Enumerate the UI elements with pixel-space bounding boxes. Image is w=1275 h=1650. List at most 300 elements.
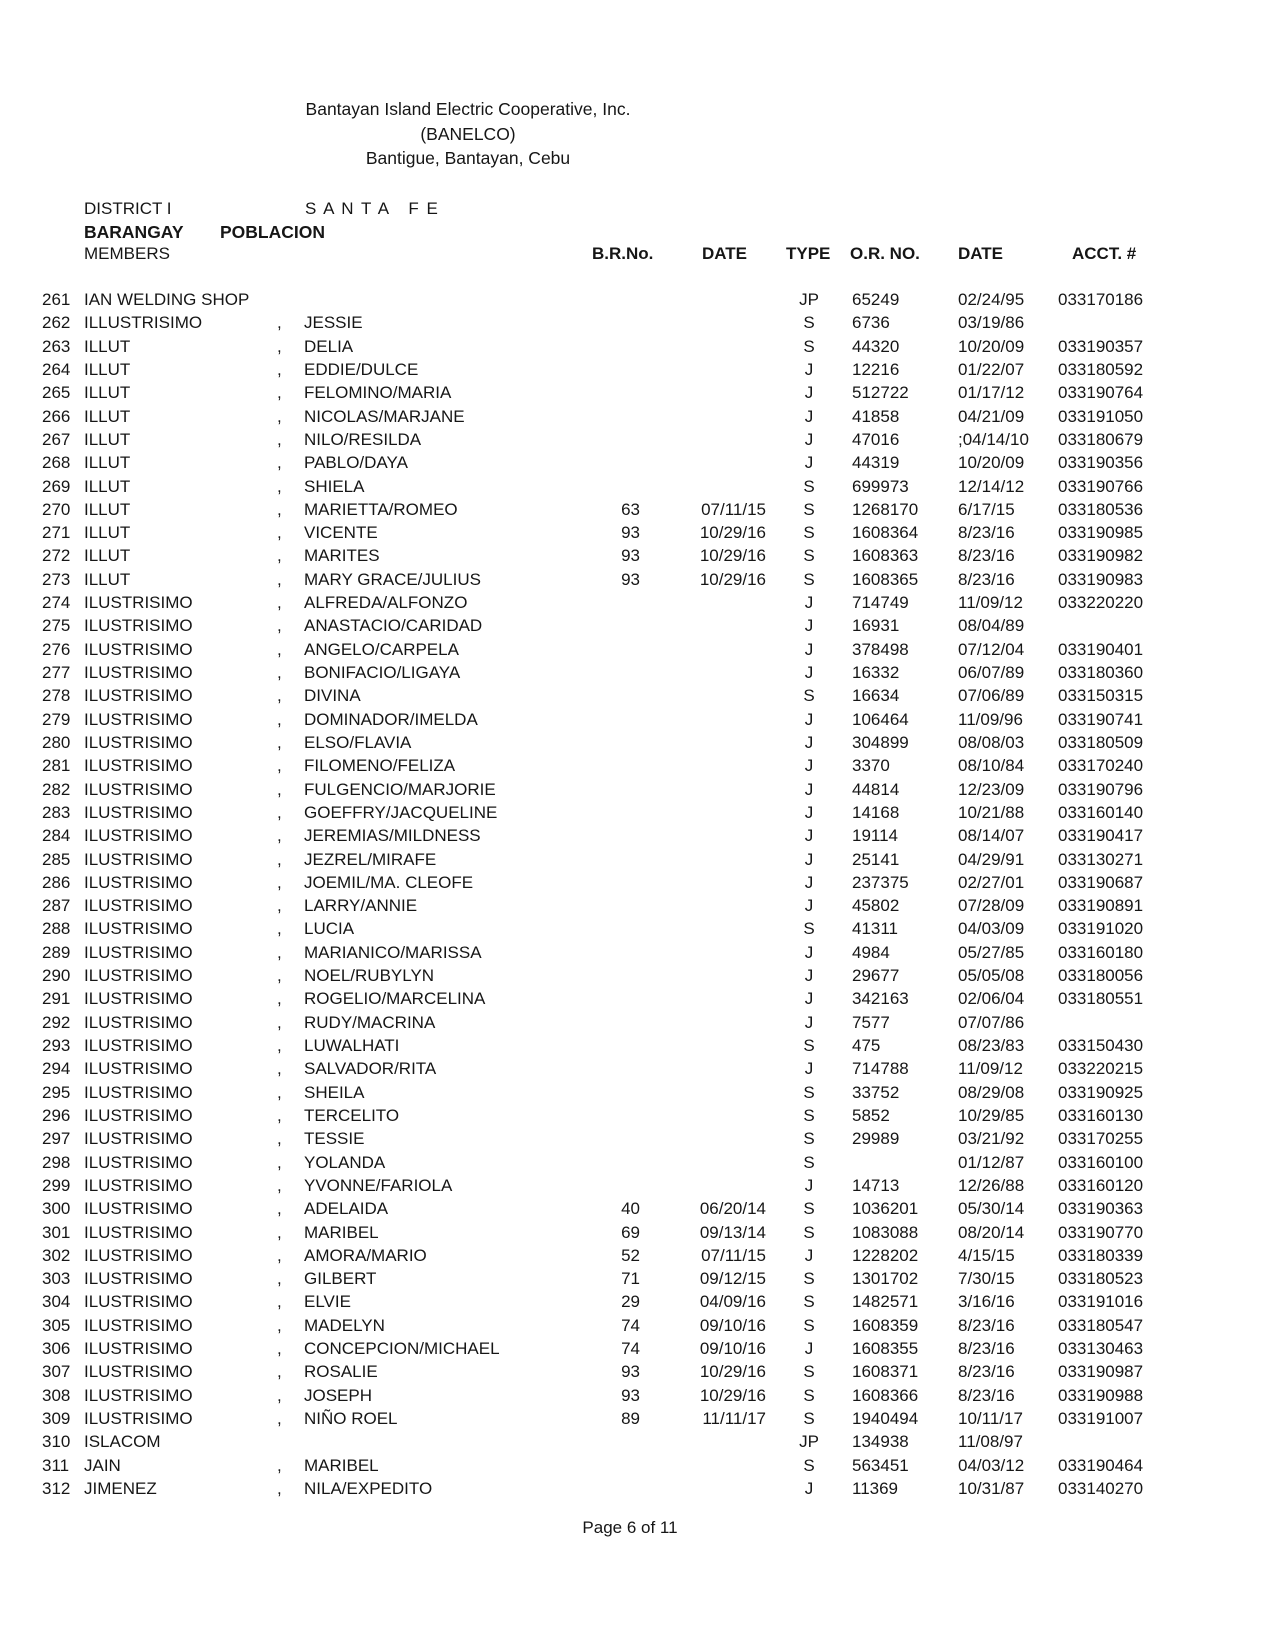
- br-number: [612, 917, 640, 940]
- member-firstname: MARIETTA/ROMEO: [304, 499, 458, 519]
- member-surname: ILLUT: [84, 359, 131, 379]
- name-separator: ,: [277, 1175, 282, 1195]
- name-separator: ,: [277, 476, 282, 496]
- account-number: 033160120: [1058, 1175, 1144, 1195]
- barangay-line: [0, 222, 1275, 240]
- table-row: [0, 591, 1275, 614]
- table-header: [0, 244, 1275, 263]
- or-number: 1608364: [852, 523, 919, 543]
- name-separator: ,: [277, 966, 282, 986]
- br-number: [612, 591, 640, 614]
- name-separator: ,: [277, 802, 282, 822]
- membership-type: J: [804, 359, 814, 379]
- member-number: 288: [42, 919, 71, 939]
- member-number: 276: [42, 639, 71, 659]
- membership-type: J: [804, 966, 814, 986]
- table-row: [0, 475, 1275, 498]
- or-number: 714788: [852, 1059, 909, 1079]
- name-separator: ,: [277, 1199, 282, 1219]
- br-number: [612, 1174, 640, 1197]
- membership-type: J: [804, 663, 814, 682]
- page-number: Page 6 of 11: [582, 1518, 678, 1537]
- membership-type: J: [804, 593, 814, 613]
- member-number: 301: [42, 1222, 71, 1242]
- name-separator: ,: [277, 1455, 282, 1475]
- or-date: 10/20/09: [958, 453, 1025, 473]
- br-date: [640, 731, 768, 754]
- br-date: 09/13/14: [699, 1222, 766, 1242]
- br-number: [612, 684, 640, 707]
- account-number: 033150430: [1058, 1036, 1144, 1055]
- or-number: 33752: [852, 1082, 900, 1102]
- membership-type: J: [804, 453, 814, 473]
- district-label: DISTRICT I: [84, 199, 172, 218]
- table-row: [0, 661, 1275, 684]
- br-number: [612, 1104, 640, 1127]
- or-number: 41311: [852, 919, 899, 939]
- member-firstname: SHEILA: [304, 1082, 365, 1102]
- account-number: [1056, 614, 1275, 637]
- table-row: [0, 638, 1275, 661]
- membership-type: S: [803, 546, 815, 566]
- membership-type: S: [803, 523, 815, 543]
- membership-type: S: [803, 686, 815, 706]
- member-firstname: VICENTE: [304, 523, 378, 543]
- member-firstname: MARIANICO/MARISSA: [304, 942, 482, 962]
- member-firstname: DOMINADOR/IMELDA: [304, 709, 478, 729]
- member-surname: ILUSTRISIMO: [84, 593, 193, 613]
- or-number: 134938: [852, 1432, 909, 1452]
- br-number: 40: [621, 1199, 640, 1219]
- table-row: [0, 1104, 1275, 1127]
- member-firstname: ADELAIDA: [304, 1199, 389, 1219]
- member-surname: ILUSTRISIMO: [84, 1315, 193, 1335]
- member-firstname: FULGENCIO/MARJORIE: [304, 779, 496, 799]
- account-number: 033180679: [1058, 429, 1144, 449]
- member-firstname: ROSALIE: [304, 1362, 378, 1382]
- or-date: 3/16/16: [958, 1292, 1015, 1312]
- table-row: [0, 1454, 1275, 1477]
- br-number: [612, 288, 640, 311]
- or-date: 04/03/12: [958, 1455, 1025, 1475]
- account-number: 033190770: [1058, 1222, 1144, 1242]
- account-number: 033190417: [1058, 826, 1144, 846]
- account-number: 033180592: [1058, 359, 1144, 379]
- org-abbreviation: (BANELCO): [420, 123, 516, 144]
- member-number: 271: [42, 523, 71, 543]
- member-number: 308: [42, 1385, 71, 1405]
- or-date: 11/09/12: [958, 1059, 1023, 1079]
- account-number: [1056, 311, 1275, 334]
- br-number: 93: [621, 523, 640, 543]
- member-number: 282: [42, 779, 71, 799]
- member-firstname: YOLANDA: [304, 1152, 386, 1172]
- or-number: 1482571: [852, 1292, 919, 1312]
- membership-type: S: [803, 499, 815, 519]
- membership-type: J: [804, 849, 814, 869]
- membership-type: S: [803, 1292, 815, 1312]
- account-number: 033190764: [1058, 383, 1144, 403]
- or-date: 8/23/16: [958, 1385, 1015, 1405]
- br-date: [640, 405, 768, 428]
- member-surname: ILUSTRISIMO: [84, 779, 193, 799]
- table-row: [0, 754, 1275, 777]
- membership-type: J: [804, 1059, 814, 1079]
- member-surname: ILUSTRISIMO: [84, 1105, 193, 1125]
- or-date: 01/22/07: [958, 359, 1025, 379]
- name-separator: ,: [277, 826, 282, 846]
- or-no-column-header: O.R. NO.: [850, 244, 920, 263]
- or-date: 07/12/04: [958, 639, 1025, 659]
- membership-type: S: [803, 1199, 815, 1219]
- or-date: 6/17/15: [958, 499, 1015, 519]
- br-date: [640, 1127, 768, 1150]
- account-number: 033190464: [1058, 1455, 1144, 1475]
- account-number: 033180339: [1058, 1245, 1144, 1265]
- membership-type: S: [803, 1152, 815, 1172]
- or-number: 16332: [852, 663, 900, 682]
- member-number: 270: [42, 499, 71, 519]
- name-separator: ,: [277, 1152, 282, 1172]
- account-number: 033190766: [1058, 476, 1144, 496]
- table-row: [0, 1430, 1275, 1453]
- or-number: 16634: [852, 686, 900, 706]
- br-number: [612, 311, 640, 334]
- or-number: 29677: [852, 966, 900, 986]
- member-firstname: AMORA/MARIO: [304, 1245, 427, 1265]
- member-firstname: LUCIA: [304, 919, 355, 939]
- br-number: [612, 871, 640, 894]
- name-separator: ,: [277, 686, 282, 706]
- br-number: [612, 754, 640, 777]
- or-number: 1608366: [852, 1385, 919, 1405]
- account-number: 033191016: [1058, 1292, 1144, 1312]
- member-surname: ILUSTRISIMO: [84, 732, 193, 752]
- member-firstname: FILOMENO/FELIZA: [304, 756, 456, 776]
- br-date: [640, 451, 768, 474]
- or-date: 10/20/09: [958, 336, 1025, 356]
- member-surname: ILLUT: [84, 476, 131, 496]
- member-surname: ILUSTRISIMO: [84, 709, 193, 729]
- or-date: 4/15/15: [958, 1245, 1015, 1265]
- account-number: 033191020: [1058, 919, 1144, 939]
- or-number: 14713: [852, 1175, 900, 1195]
- name-separator: ,: [277, 919, 282, 939]
- br-number: [612, 1430, 640, 1453]
- or-date: 08/23/83: [958, 1036, 1025, 1055]
- member-number: 272: [42, 546, 71, 566]
- member-number: 266: [42, 406, 71, 426]
- account-number: 033180523: [1058, 1269, 1144, 1289]
- name-separator: ,: [277, 313, 282, 333]
- name-separator: ,: [277, 1059, 282, 1079]
- or-date: 07/07/86: [958, 1012, 1025, 1032]
- member-rows: [0, 288, 1275, 1500]
- member-number: 269: [42, 476, 71, 496]
- org-name: Bantayan Island Electric Cooperative, Inc.: [305, 99, 631, 119]
- name-separator: ,: [277, 1339, 282, 1359]
- br-date: 09/12/15: [699, 1269, 766, 1289]
- br-date: 09/10/16: [699, 1339, 766, 1359]
- name-separator: ,: [277, 1315, 282, 1335]
- br-date: [640, 987, 768, 1010]
- member-surname: ILUSTRISIMO: [84, 802, 193, 822]
- name-separator: ,: [277, 1082, 282, 1102]
- membership-type: J: [804, 616, 814, 636]
- br-date: [640, 871, 768, 894]
- br-date: [640, 591, 768, 614]
- district-value: S A N T A F E: [305, 199, 440, 218]
- member-firstname: ALFREDA/ALFONZO: [304, 593, 468, 613]
- br-number: [612, 475, 640, 498]
- br-number: [612, 1477, 640, 1500]
- or-number: 304899: [852, 732, 909, 752]
- name-separator: ,: [277, 756, 282, 776]
- membership-type: J: [804, 942, 814, 962]
- member-surname: ILLUT: [84, 383, 131, 403]
- member-surname: ILUSTRISIMO: [84, 1129, 193, 1149]
- table-row: [0, 1081, 1275, 1104]
- name-separator: ,: [277, 1222, 282, 1242]
- member-number: 305: [42, 1315, 71, 1335]
- membership-type: J: [804, 732, 814, 752]
- br-date: [640, 1454, 768, 1477]
- name-separator: ,: [277, 1036, 282, 1055]
- account-number: 033170186: [1058, 290, 1144, 309]
- or-number: 1301702: [852, 1269, 919, 1289]
- member-number: 292: [42, 1012, 71, 1032]
- br-date: [640, 1104, 768, 1127]
- table-row: [0, 964, 1275, 987]
- table-row: [0, 311, 1275, 334]
- account-number: 033190983: [1058, 569, 1144, 589]
- br-number: [612, 405, 640, 428]
- member-firstname: ELSO/FLAVIA: [304, 732, 412, 752]
- table-row: [0, 498, 1275, 521]
- name-separator: ,: [277, 896, 282, 916]
- br-date: 10/29/16: [699, 1362, 766, 1382]
- account-number: 033170255: [1058, 1129, 1144, 1149]
- br-number: [612, 1034, 640, 1057]
- or-date: 01/12/87: [958, 1152, 1025, 1172]
- table-row: [0, 1384, 1275, 1407]
- name-separator: ,: [277, 1409, 282, 1428]
- member-number: 304: [42, 1292, 71, 1312]
- br-date: [640, 638, 768, 661]
- name-separator: [274, 288, 304, 311]
- acct-column-header: ACCT. #: [1072, 244, 1137, 263]
- member-surname: ILUSTRISIMO: [84, 942, 193, 962]
- or-number: 4984: [852, 942, 890, 962]
- or-date: 08/10/84: [958, 756, 1025, 776]
- br-date: [640, 754, 768, 777]
- name-separator: ,: [277, 1245, 282, 1265]
- or-number: 1608371: [852, 1362, 919, 1382]
- or-number: 475: [852, 1036, 881, 1055]
- member-number: 302: [42, 1245, 71, 1265]
- member-surname: ILUSTRISIMO: [84, 919, 193, 939]
- br-date: [640, 358, 768, 381]
- member-number: 277: [42, 663, 71, 682]
- table-row: [0, 428, 1275, 451]
- or-number: 44814: [852, 779, 900, 799]
- member-surname: ILUSTRISIMO: [84, 826, 193, 846]
- member-number: 285: [42, 849, 71, 869]
- member-firstname: JEREMIAS/MILDNESS: [304, 826, 481, 846]
- table-row: [0, 335, 1275, 358]
- name-separator: ,: [277, 359, 282, 379]
- name-separator: ,: [277, 849, 282, 869]
- name-separator: ,: [277, 639, 282, 659]
- br-number: [612, 941, 640, 964]
- name-separator: ,: [277, 616, 282, 636]
- br-number: [612, 451, 640, 474]
- or-date: 10/21/88: [958, 802, 1025, 822]
- or-date: 06/07/89: [958, 663, 1025, 682]
- table-row: [0, 848, 1275, 871]
- br-number: 74: [621, 1339, 640, 1359]
- member-number: 263: [42, 336, 71, 356]
- member-firstname: DIVINA: [304, 686, 361, 706]
- or-number: 714749: [852, 593, 909, 613]
- barangay-value: POBLACION: [220, 222, 325, 242]
- member-number: 286: [42, 872, 71, 892]
- account-number: 033190401: [1058, 639, 1144, 659]
- member-firstname: ROGELIO/MARCELINA: [304, 989, 486, 1009]
- br-number: [612, 1081, 640, 1104]
- member-firstname: TESSIE: [304, 1129, 365, 1149]
- table-row: [0, 824, 1275, 847]
- or-number: 3370: [852, 756, 890, 776]
- or-date: 08/08/03: [958, 732, 1025, 752]
- member-number: 306: [42, 1339, 71, 1359]
- name-separator: ,: [277, 429, 282, 449]
- or-date: 08/20/14: [958, 1222, 1025, 1242]
- member-number: 284: [42, 826, 71, 846]
- br-date: 07/11/15: [701, 1245, 766, 1265]
- br-date: [640, 1430, 768, 1453]
- br-number: [612, 381, 640, 404]
- br-date: [640, 684, 768, 707]
- account-number: 033180056: [1058, 966, 1144, 986]
- membership-type: S: [803, 1036, 815, 1055]
- membership-type: S: [803, 1409, 815, 1428]
- or-number: 11369: [852, 1478, 899, 1498]
- member-firstname: MADELYN: [304, 1315, 385, 1335]
- or-number: 25141: [852, 849, 900, 869]
- or-date: 8/23/16: [958, 546, 1015, 566]
- br-date: [640, 964, 768, 987]
- table-row: [0, 1360, 1275, 1383]
- member-surname: ILUSTRISIMO: [84, 1385, 193, 1405]
- account-number: 033180536: [1058, 499, 1144, 519]
- account-number: [1056, 1430, 1275, 1453]
- member-number: 312: [42, 1478, 71, 1498]
- member-number: 296: [42, 1105, 71, 1125]
- br-date: [640, 335, 768, 358]
- member-number: 287: [42, 896, 71, 916]
- membership-type: S: [803, 476, 815, 496]
- membership-type: J: [804, 826, 814, 846]
- or-date: 05/05/08: [958, 966, 1025, 986]
- br-date: 04/09/16: [699, 1292, 766, 1312]
- or-date: ;04/14/10: [958, 429, 1029, 449]
- membership-type: J: [804, 989, 814, 1009]
- member-number: 299: [42, 1175, 71, 1195]
- br-date: [640, 288, 768, 311]
- member-number: 307: [42, 1362, 71, 1382]
- member-number: 264: [42, 359, 71, 379]
- member-surname: ILUSTRISIMO: [84, 1175, 193, 1195]
- or-number: 1608359: [852, 1315, 919, 1335]
- table-row: [0, 731, 1275, 754]
- member-surname: ILLUT: [84, 406, 131, 426]
- name-separator: ,: [277, 1292, 282, 1312]
- account-number: 033190982: [1058, 546, 1144, 566]
- or-number: 12216: [852, 359, 900, 379]
- member-number: 309: [42, 1409, 71, 1428]
- member-firstname: RUDY/MACRINA: [304, 1012, 436, 1032]
- or-date: 8/23/16: [958, 569, 1015, 589]
- membership-type: JP: [799, 290, 819, 309]
- br-date: 10/29/16: [699, 1385, 766, 1405]
- member-surname: ILUSTRISIMO: [84, 896, 193, 916]
- member-number: 303: [42, 1269, 71, 1289]
- br-date: [640, 894, 768, 917]
- member-surname: ILLUT: [84, 499, 131, 519]
- or-number: 1940494: [852, 1409, 919, 1428]
- br-date: [640, 848, 768, 871]
- br-number: [612, 1057, 640, 1080]
- membership-type: S: [803, 1362, 815, 1382]
- member-number: 290: [42, 966, 71, 986]
- member-number: 267: [42, 429, 71, 449]
- member-surname: ILUSTRISIMO: [84, 1409, 193, 1428]
- membership-type: J: [804, 1175, 814, 1195]
- or-date: 03/19/86: [958, 313, 1025, 333]
- or-number: 44320: [852, 336, 900, 356]
- name-separator: ,: [277, 1012, 282, 1032]
- member-firstname: NOEL/RUBYLYN: [304, 966, 435, 986]
- or-date: 04/03/09: [958, 919, 1025, 939]
- br-number: 93: [621, 1385, 640, 1405]
- name-separator: ,: [277, 1362, 282, 1382]
- table-row: [0, 941, 1275, 964]
- member-number: 274: [42, 593, 71, 613]
- member-firstname: JOEMIL/MA. CLEOFE: [304, 872, 474, 892]
- account-number: 033190796: [1058, 779, 1144, 799]
- name-separator: ,: [277, 1478, 282, 1498]
- br-date: [640, 778, 768, 801]
- or-number: 1083088: [852, 1222, 919, 1242]
- member-surname: ILLUT: [84, 546, 131, 566]
- membership-type: J: [804, 802, 814, 822]
- member-surname: ILUSTRISIMO: [84, 1222, 193, 1242]
- member-surname: ILUSTRISIMO: [84, 989, 193, 1009]
- or-number: 342163: [852, 989, 909, 1009]
- br-date: [640, 1477, 768, 1500]
- member-firstname: GOEFFRY/JACQUELINE: [304, 802, 498, 822]
- account-number: 033190357: [1058, 336, 1144, 356]
- membership-type: J: [804, 383, 814, 403]
- table-row: [0, 1057, 1275, 1080]
- or-number: 1608365: [852, 569, 919, 589]
- membership-type: S: [803, 1269, 815, 1289]
- member-firstname: CONCEPCION/MICHAEL: [304, 1339, 500, 1359]
- or-number: 45802: [852, 896, 900, 916]
- or-date: 8/23/16: [958, 1339, 1015, 1359]
- membership-type: S: [803, 1082, 815, 1102]
